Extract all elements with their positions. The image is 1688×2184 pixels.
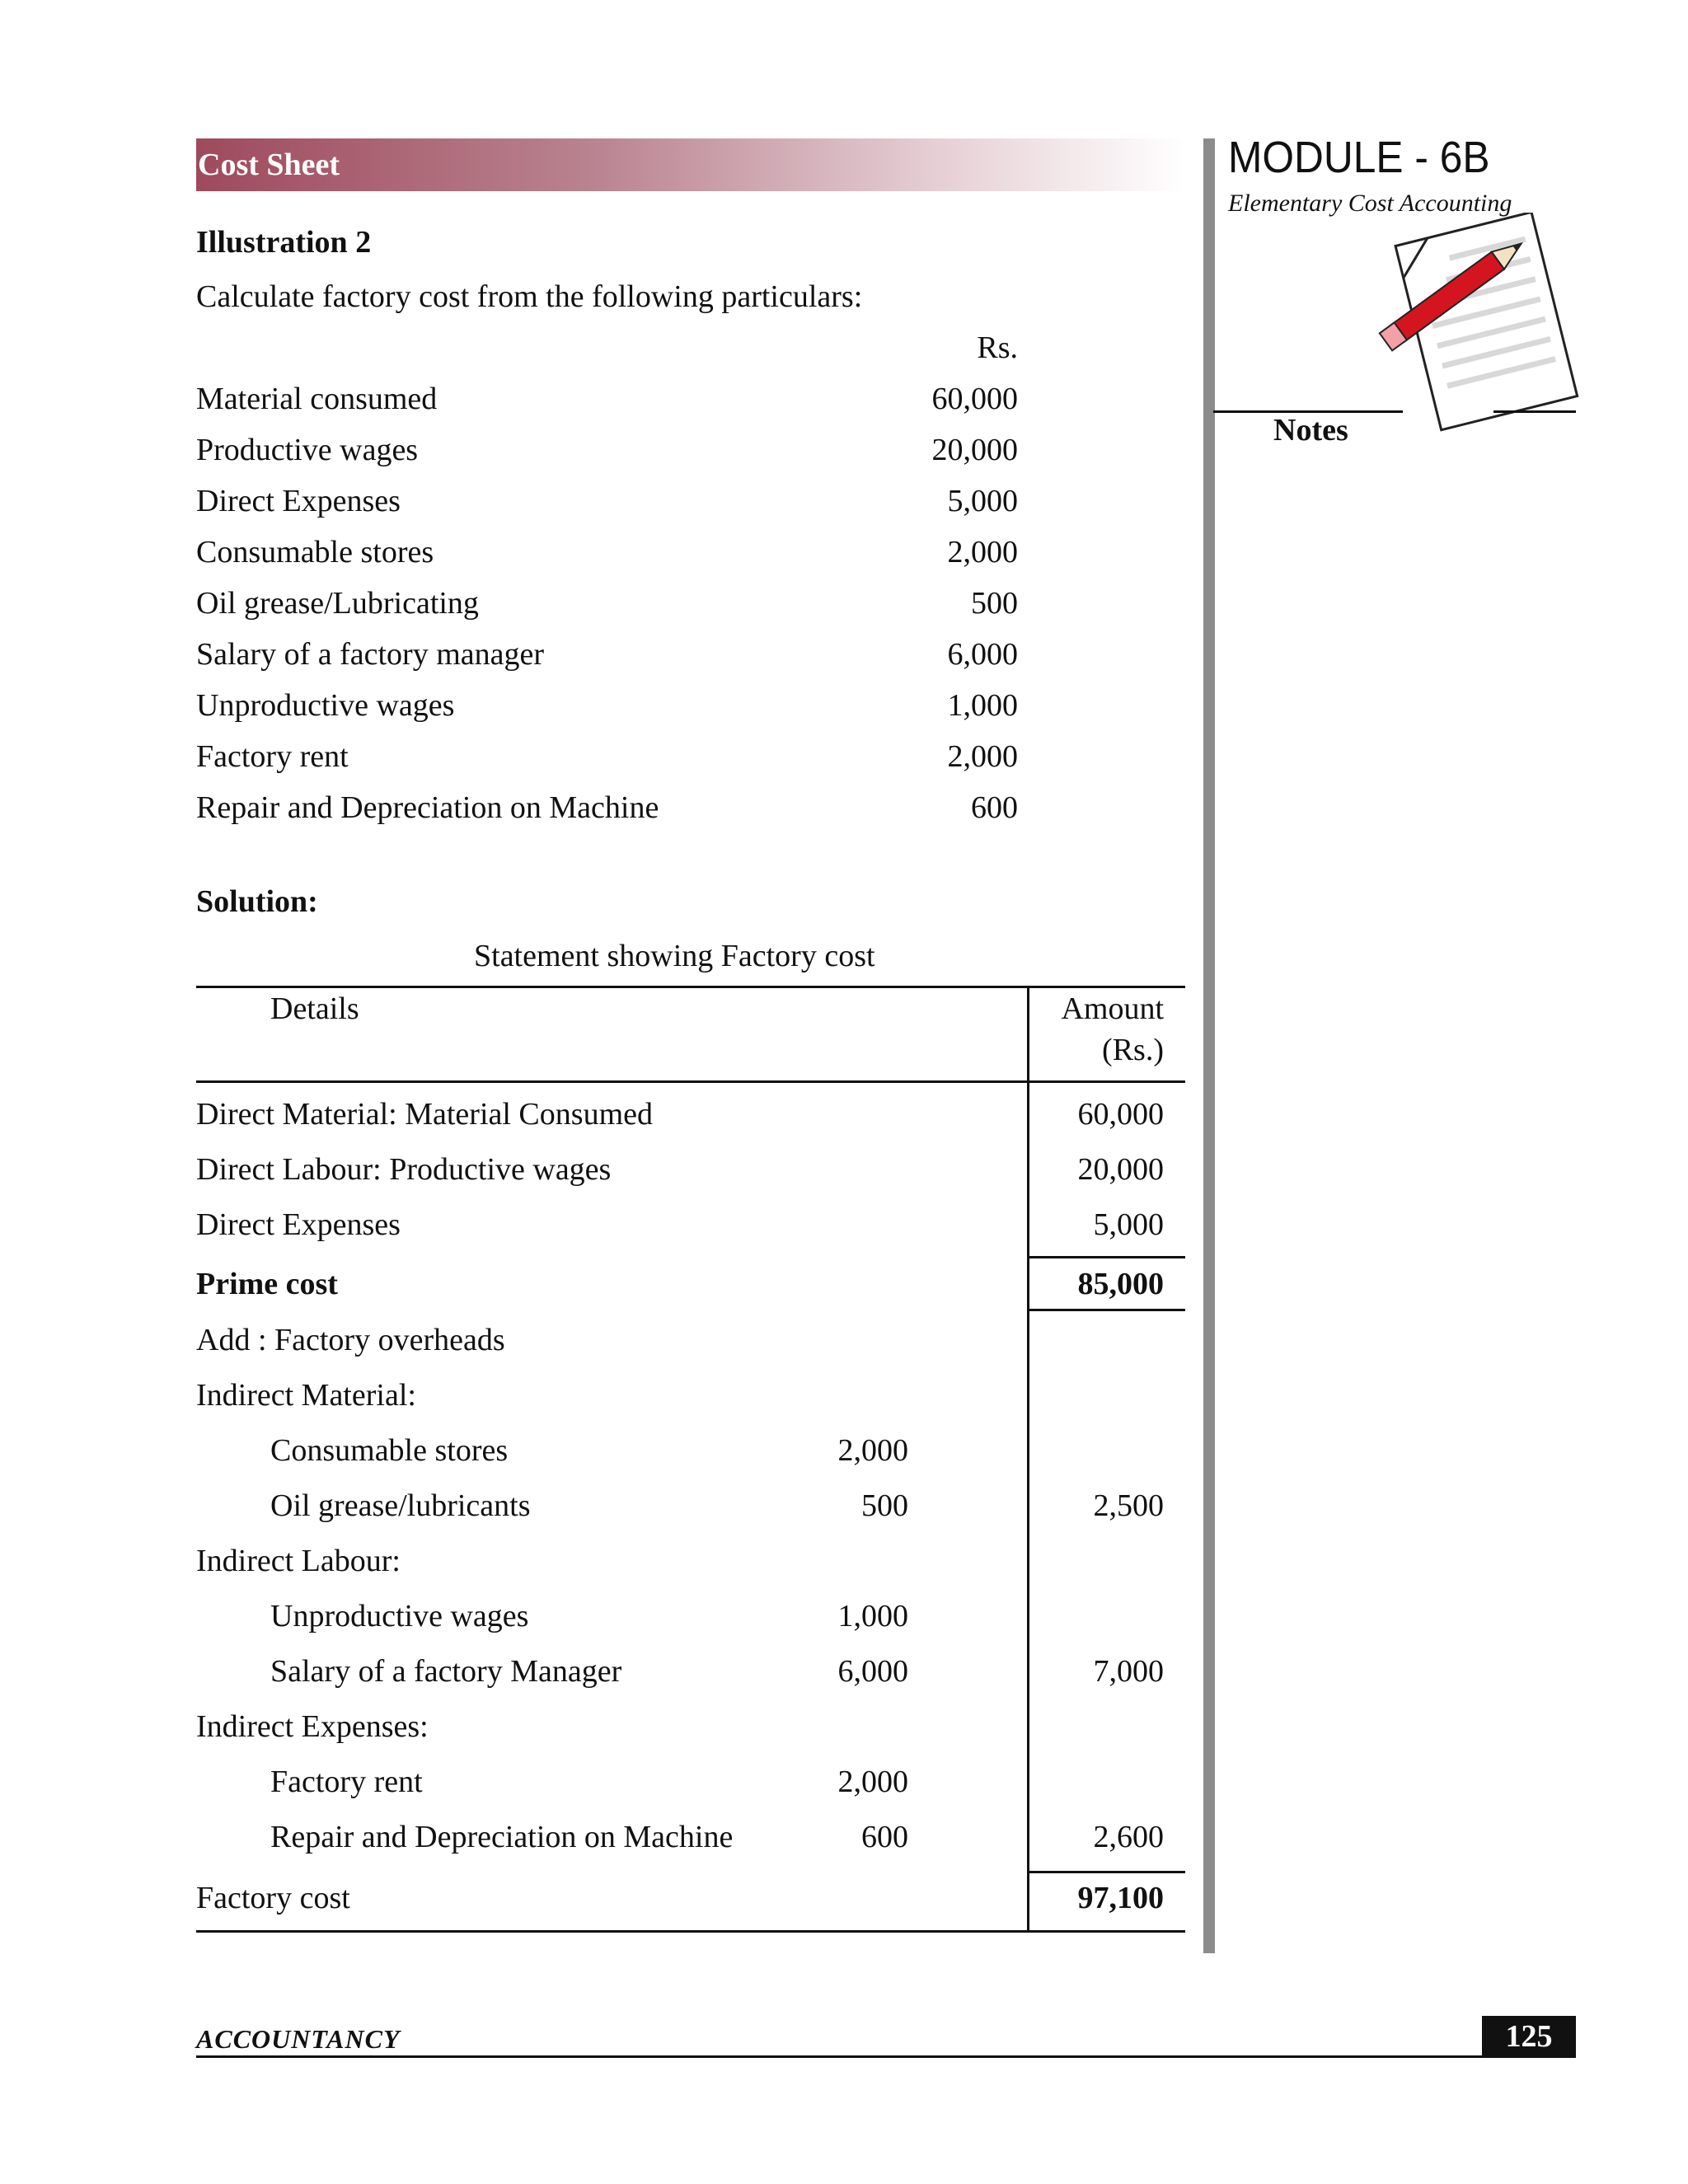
direct-row-label: Direct Labour: Productive wages (196, 1152, 612, 1187)
col-details-header: Details (270, 991, 359, 1026)
prime-cost-top-rule (1027, 1256, 1185, 1258)
particular-value: 5,000 (947, 484, 1018, 518)
particular-value: 600 (971, 790, 1018, 825)
particular-label: Repair and Depreciation on Machine (196, 790, 659, 825)
particular-label: Oil grease/Lubricating (196, 586, 479, 621)
overhead-group-total: 7,000 (1093, 1654, 1164, 1689)
col-amount-header: Amount (1061, 991, 1164, 1026)
direct-row-label: Direct Material: Material Consumed (196, 1097, 653, 1132)
indirect-labour-heading: Indirect Labour: (196, 1544, 401, 1578)
section-header-band (196, 138, 1187, 191)
overhead-item-sub: 6,000 (837, 1654, 908, 1689)
particular-value: 2,000 (947, 739, 1018, 774)
direct-row-amount: 20,000 (1077, 1152, 1164, 1187)
illustration-question: Calculate factory cost from the following particulars: (196, 279, 863, 314)
factory-cost-amount: 97,100 (1077, 1881, 1164, 1915)
col-amount-unit: (Rs.) (1102, 1033, 1164, 1067)
overhead-item-sub: 600 (861, 1820, 908, 1854)
prime-cost-bottom-rule (1027, 1309, 1185, 1311)
indirect-expenses-heading: Indirect Expenses: (196, 1709, 429, 1744)
overhead-item-sub: 2,000 (837, 1765, 908, 1799)
factory-cost-label: Factory cost (196, 1881, 350, 1915)
direct-row-amount: 5,000 (1093, 1207, 1164, 1242)
overhead-item-sub: 1,000 (837, 1599, 908, 1633)
particular-label: Material consumed (196, 382, 438, 416)
footer-rule (196, 2055, 1576, 2058)
statement-title: Statement showing Factory cost (474, 939, 875, 973)
table-column-divider (1027, 986, 1029, 1932)
overhead-item-label: Unproductive wages (270, 1599, 529, 1633)
indirect-material-heading: Indirect Material: (196, 1378, 416, 1413)
illustration-title: Illustration 2 (196, 225, 372, 260)
particular-label: Unproductive wages (196, 688, 455, 723)
particular-label: Salary of a factory manager (196, 637, 545, 672)
overhead-item-label: Oil grease/lubricants (270, 1488, 531, 1523)
factory-cost-top-rule (1027, 1871, 1185, 1873)
overhead-item-sub: 500 (861, 1488, 908, 1523)
particular-value: 2,000 (947, 535, 1018, 569)
page-number: 125 (1482, 2016, 1576, 2057)
overhead-item-label: Factory rent (270, 1765, 423, 1799)
table-bottom-rule (196, 1930, 1185, 1933)
notes-pencil-icon (1368, 213, 1582, 443)
particular-label: Consumable stores (196, 535, 434, 569)
overhead-group-total: 2,500 (1093, 1488, 1164, 1523)
overhead-item-sub: 2,000 (837, 1433, 908, 1468)
overhead-item-label: Repair and Depreciation on Machine (270, 1820, 734, 1854)
table-header-rule (196, 1080, 1185, 1083)
prime-cost-amount: 85,000 (1077, 1267, 1164, 1301)
particular-value: 1,000 (947, 688, 1018, 723)
overhead-item-label: Salary of a factory Manager (270, 1654, 622, 1689)
prime-cost-label: Prime cost (196, 1267, 338, 1301)
module-subtitle: Elementary Cost Accounting (1228, 190, 1512, 217)
particular-label: Direct Expenses (196, 484, 401, 518)
solution-title: Solution: (196, 884, 318, 919)
direct-row-amount: 60,000 (1077, 1097, 1164, 1132)
notes-rule-right (1493, 410, 1576, 413)
section-title: Cost Sheet (198, 148, 340, 182)
add-overheads-label: Add : Factory overheads (196, 1323, 505, 1357)
particular-value: 60,000 (931, 382, 1018, 416)
table-top-rule (196, 986, 1185, 988)
particular-value: 6,000 (947, 637, 1018, 672)
particular-value: 500 (971, 586, 1018, 621)
overhead-group-total: 2,600 (1093, 1820, 1164, 1854)
module-title: MODULE - 6B (1228, 133, 1490, 182)
particular-value: 20,000 (931, 433, 1018, 467)
particular-label: Productive wages (196, 433, 419, 467)
overhead-item-label: Consumable stores (270, 1433, 509, 1468)
footer-subject: ACCOUNTANCY (196, 2024, 401, 2054)
particular-label: Factory rent (196, 739, 349, 774)
direct-row-label: Direct Expenses (196, 1207, 401, 1242)
currency-header: Rs. (977, 330, 1018, 365)
notes-label: Notes (1273, 413, 1348, 448)
